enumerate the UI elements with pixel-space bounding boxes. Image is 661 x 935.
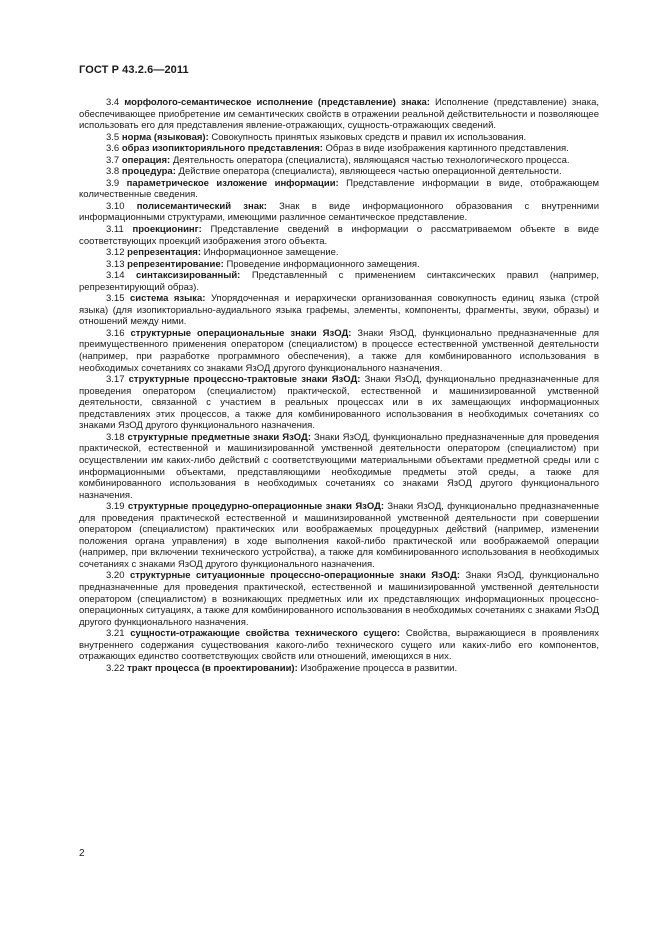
term-definition: Исполнение (представление) знака, обеспечивающее приобретение им семантических свойств в отражении реальной действительности и позволяющее использовать его для представления явление-отражающих, сущность-отражающих сведений.	[79, 97, 599, 132]
term-number: 3.8	[106, 166, 120, 178]
term-definition: Знак в виде информационного образования с внутренними информационными структурами, имеющими различное семантическое представление.	[79, 200, 599, 224]
term-definition: Упорядоченная и иерархически организованная совокупность единиц языка (строй языка) (для изопикториально-аудиального языка графемы, элементы, компоненты, фрагменты, звуки, образы) и отношений между ними.	[79, 293, 600, 328]
term-entry	[79, 432, 599, 501]
term-number: 3.17	[106, 374, 125, 386]
term-definition: Представление сведений в информации о рассматриваемом объекте в виде соответствующих проекций изображения этого объекта.	[79, 224, 599, 247]
term-number: 3.13	[106, 258, 125, 270]
term-number: 3.18	[106, 431, 125, 443]
term-number: 3.20	[106, 570, 125, 582]
term-entry	[79, 178, 599, 201]
term-number: 3.7	[106, 154, 120, 166]
term-definition: Деятельность оператора (специалиста), являющаяся частью технологического процесса.	[172, 154, 570, 166]
terms-list	[79, 97, 599, 674]
term-number: 3.10	[106, 200, 125, 212]
term-name: образ изопикторияльного представления:	[121, 143, 323, 155]
term-entry	[79, 628, 599, 663]
term-entry	[79, 328, 599, 374]
term-definition: Представление информации в виде, отображающем количественные сведения.	[79, 177, 600, 201]
term-entry	[79, 224, 599, 247]
term-definition: Знаки ЯзОД, функционально предназначенные для проведения практической естественной и машинизированной умственной деятельности при совершении оператором (специалистом) практических или воображаемых процедурных действий (например, изменении положения органа управления) в ходе выполнения какой-либо практической или воображаемой операции (например, при включении технического устройства), а также для комбинированного использования в необходимых сочетаниях с знаками ЯзОД другого функционального назначения.	[79, 501, 600, 570]
term-definition: Знаки ЯзОД, функционально предназначенные для преимущественного применения оператором (специалистом) в процессе естественной умственной деятельности (например, при разработке программного обеспечения), а также для комбинированного использования в необходимых сочетаниях со знаками ЯзОД другого функционального назначения.	[79, 327, 600, 374]
term-name: норма (языковая):	[121, 131, 209, 143]
term-name: структурные процедурно-операционные знаки ЯзОД:	[127, 501, 385, 513]
term-entry	[79, 132, 599, 144]
term-definition: Действие оператора (специалиста), являющееся частью операционной деятельности.	[178, 166, 562, 178]
term-definition: Образ в виде изображения картинного представления.	[325, 143, 569, 155]
term-entry	[79, 501, 599, 570]
term-name: процедура:	[121, 166, 176, 178]
term-number: 3.5	[106, 131, 120, 143]
term-entry	[79, 166, 599, 178]
term-entry	[79, 293, 599, 328]
term-name: параметрическое изложение информации:	[126, 177, 339, 189]
term-entry	[79, 201, 599, 224]
term-definition: Знаки ЯзОД, функционально предназначенные для проведения практической, естественной и машинизированной умственной деятельности оператором (специалистом) при осуществлении им каких-либо действий с соответствующими материальными объектами предметной среды или с информационными объектами, представляющими необходимые предметы этой среды, а также для комбинированного использования в необходимых сочетаниях со знаками ЯзОД другого функционального назначения.	[79, 431, 599, 501]
term-definition: Представленный с применением синтаксических правил (например, репрезентирующий образ).	[79, 270, 599, 293]
term-number: 3.14	[106, 270, 125, 282]
term-name: система языка:	[129, 293, 206, 305]
term-definition: Свойства, выражающиеся в проявлениях внутреннего содержания существования какого-либо технического сущего или каких-либо его компонентов, отражающих единство соответствующих свойств или отношений, имеющихся в них.	[79, 628, 600, 663]
term-name: репрезентирование:	[127, 258, 224, 270]
term-number: 3.16	[106, 327, 125, 339]
term-number: 3.15	[106, 293, 125, 305]
term-name: полисемантический знак:	[136, 200, 267, 212]
term-entry	[79, 143, 599, 155]
term-name: структурные ситуационные процессно-операционные знаки ЯзОД:	[129, 570, 461, 582]
term-name: сущности-отражающие свойства технического сущего:	[130, 628, 401, 640]
term-name: проекционинг:	[132, 224, 202, 236]
term-name: структурные предметные знаки ЯзОД:	[127, 431, 311, 443]
term-name: операция:	[121, 154, 171, 166]
term-number: 3.19	[106, 501, 125, 513]
term-definition: Знаки ЯзОД, функционально предназначенные для проведения оператором (специалистом) практической, естественной и машинизированной умственной деятельности, связанной с участием в реальных процессах или в их замещающих информационных представлениях этих процессов, а также для комбинированного использования в необходимых сочетаниях со знаками ЯзОД другого функционального назначения.	[79, 374, 599, 432]
term-entry	[79, 270, 599, 293]
term-entry	[79, 663, 599, 675]
term-name: синтаксизированный:	[136, 270, 241, 282]
term-definition: Проведение информационного замещения.	[226, 258, 420, 270]
term-name: структурные операциональные знаки ЯзОД:	[130, 327, 352, 339]
term-number: 3.22	[106, 662, 125, 674]
term-entry	[79, 374, 599, 432]
term-name: репрезентация:	[127, 247, 201, 259]
term-number: 3.9	[106, 177, 120, 189]
term-name: тракт процесса (в проектировании):	[127, 662, 298, 674]
term-number: 3.4	[106, 97, 120, 108]
term-name: структурные процессно-трактовые знаки ЯзОД:	[128, 374, 361, 386]
term-definition: Совокупность принятых языковых средств и правил их использования.	[211, 131, 527, 143]
document-header: ГОСТ Р 43.2.6—2011	[79, 64, 189, 76]
term-number: 3.6	[106, 143, 120, 155]
term-entry	[79, 570, 599, 628]
term-entry	[79, 97, 599, 132]
term-name: морфолого-семантическое исполнение (представление) знака:	[124, 97, 430, 108]
term-entry	[79, 247, 599, 259]
term-entry	[79, 155, 599, 167]
term-definition: Изображение процесса в развитии.	[300, 662, 458, 674]
term-entry	[79, 259, 599, 271]
page-number: 2	[79, 848, 85, 859]
term-number: 3.21	[106, 628, 125, 640]
term-definition: Информационное замещение.	[203, 247, 339, 259]
term-definition: Знаки ЯзОД, функционально предназначенные для проведения практической, естественной и машинизированной умственной деятельности оператором (специалистом) в возникающих предметных или их представляющих информационных процессно-операционных ситуациях, а также для комбинированного использования в необходимых сочетаниях с знаками ЯзОД другого функционального назначения.	[79, 570, 599, 628]
term-number: 3.11	[106, 224, 124, 236]
term-number: 3.12	[106, 247, 125, 259]
